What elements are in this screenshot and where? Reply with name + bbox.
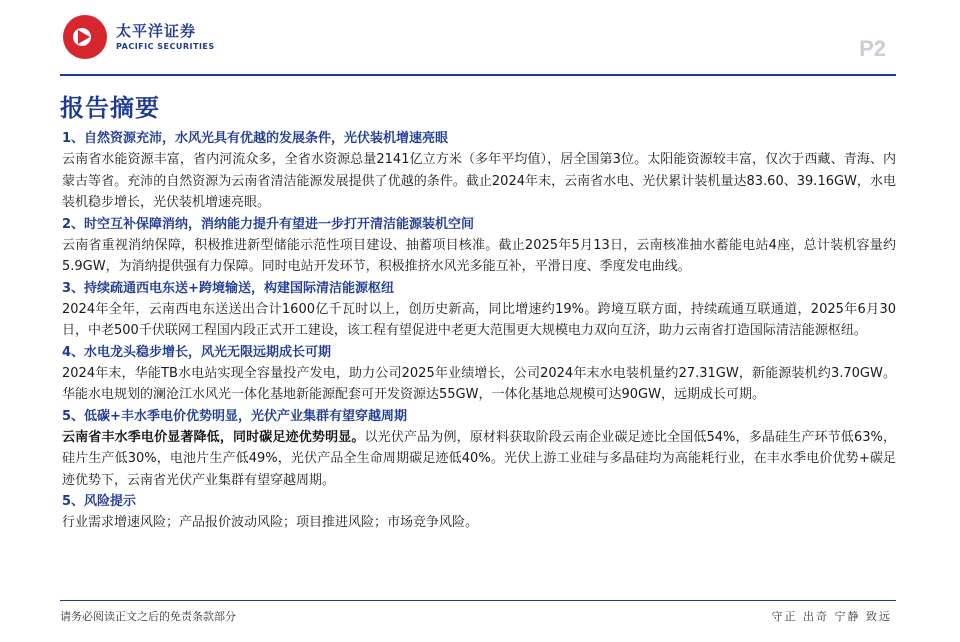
page-number: P2 xyxy=(859,36,886,61)
header-divider xyxy=(60,74,896,76)
section-5-heading: 5、低碳+丰水季电价优势明显，光伏产业集群有望穿越周期 xyxy=(62,408,407,424)
brand-logo xyxy=(60,12,215,62)
section-5-lead: 云南省丰水季电价显著降低，同时碳足迹优势明显。 xyxy=(62,429,365,445)
company-motto: 守正 出奇 宁静 致远 xyxy=(771,610,892,623)
section-4-heading: 4、水电龙头稳步增长，风光无限远期成长可期 xyxy=(62,344,332,360)
page-header xyxy=(0,0,960,78)
risk-heading: 5、风险提示 xyxy=(62,494,137,509)
section-1-heading: 1、自然资源充沛，水风光具有优越的发展条件，光伏装机增速亮眼 xyxy=(62,131,449,146)
brand-name-en: PACIFIC SECURITIES xyxy=(116,41,215,51)
disclaimer-note: 请务必阅读正文之后的免责条款部分 xyxy=(60,610,236,623)
page-title: 报告摘要 xyxy=(60,94,160,122)
risk-text: 行业需求增速风险；产品报价波动风险；项目推进风险；市场竞争风险。 xyxy=(62,515,479,530)
section-4-text: 2024年末，华能TB水电站实现全容量投产发电，助力公司2025年业绩增长，公司2024年末水电装机量约27.31GW，新能源装机约3.70GW。华能水电规划的澜沧江水风光一体化基地新能源配套可开发资源达55GW，一体化基地总规模可达90GW，远期成长可期。 xyxy=(62,365,896,402)
section-3-heading: 3、持续疏通西电东送+跨境输送，构建国际清洁能源枢纽 xyxy=(62,280,394,296)
section-3-text: 2024年全年，云南西电东送送出合计1600亿千瓦时以上，创历史新高，同比增速约19%。跨境互联方面，持续疏通互联通道，2025年6月30日，中老500千伏联网工程国内段正式开工建设，该工程有望促进中老更大范围更大规模电力双向互济，助力云南省打造国际清洁能源枢纽。 xyxy=(62,301,896,338)
section-5-text: 以光伏产品为例，原材料获取阶段云南企业碳足迹比全国低54%，多晶硅生产环节低63%，硅片生产低30%，电池片生产低49%，光伏产品全生命周期碳足迹低40%。光伏上游工业硅与多晶硅均为高能耗行业，在丰水季电价优势+碳足迹优势下，云南省光伏产业集群有望穿越周期。 xyxy=(62,429,896,488)
section-1-text: 云南省水能资源丰富，省内河流众多，全省水资源总量2141亿立方米（多年平均值），居全国第3位。太阳能资源较丰富，仅次于西藏、青海、内蒙古等省。充沛的自然资源为云南省清洁能源发展提供了优越的条件。截止2024年末，云南省水电、光伏累计装机量达83.60、39.16GW，水电装机稳步增长，光伏装机增速亮眼。 xyxy=(62,152,896,210)
section-5-paragraph xyxy=(62,427,896,492)
section-2-heading: 2、时空互补保障消纳，消纳能力提升有望进一步打开清洁能源装机空间 xyxy=(62,216,475,232)
report-summary-body xyxy=(62,128,896,534)
footer-divider xyxy=(60,600,896,601)
pacific-securities-logo-icon xyxy=(60,12,110,62)
brand-name-cn: 太平洋证券 xyxy=(116,21,197,40)
section-2-text: 云南省重视消纳保障，积极推进新型储能示范性项目建设、抽蓄项目核准。截止2025年5月13日，云南核准抽水蓄能电站4座，总计装机容量约5.9GW，为消纳提供强有力保障。同时电站开发环节，积极推挤水风光多能互补，平滑日度、季度发电曲线。 xyxy=(62,237,896,274)
